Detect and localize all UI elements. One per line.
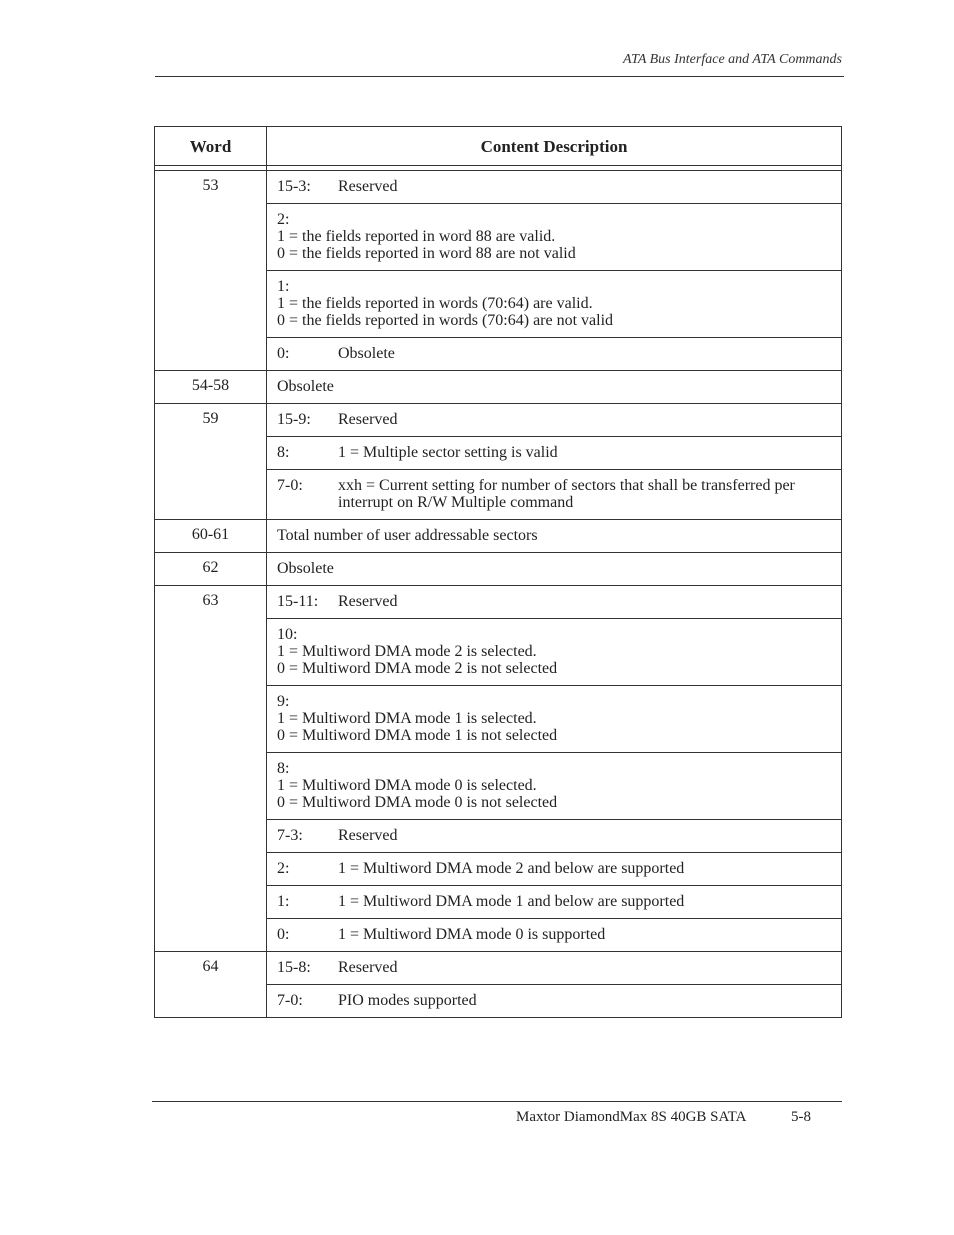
bit-description: 1 = Multiple sector setting is valid	[338, 444, 558, 461]
description-line: 1 = Multiword DMA mode 1 is selected.	[277, 710, 537, 727]
bit-field	[277, 345, 831, 362]
bit-description: Reserved	[338, 411, 398, 428]
bit-field	[277, 827, 831, 844]
word-cell: 63	[155, 586, 267, 952]
bit-range: 0:	[277, 345, 290, 362]
bit-description: 1 = Multiword DMA mode 0 is supported	[338, 926, 606, 943]
bit-range: 15-8:	[277, 959, 311, 976]
bit-description: Reserved	[338, 827, 398, 844]
word-cell: 53	[155, 171, 267, 371]
description-line: 0 = Multiword DMA mode 1 is not selected	[277, 727, 558, 744]
column-header-word: Word	[155, 127, 267, 166]
bit-range: 8:	[277, 444, 290, 461]
bit-field	[277, 959, 831, 976]
bit-field	[277, 411, 831, 428]
page-number: 5-8	[791, 1109, 811, 1125]
description-line: 1 = the fields reported in words (70:64) are valid.	[277, 295, 593, 312]
column-header-description: Content Description	[267, 127, 842, 166]
description-cell	[267, 404, 842, 437]
description-cell	[267, 753, 842, 820]
word-cell: 62	[155, 553, 267, 586]
description-line: Obsolete	[277, 560, 334, 577]
bit-field	[277, 477, 831, 511]
description-cell	[267, 437, 842, 470]
bit-field	[277, 926, 831, 943]
bit-field	[277, 992, 831, 1009]
description-line: 0 = Multiword DMA mode 0 is not selected	[277, 794, 558, 811]
bit-field	[277, 593, 831, 610]
description-cell	[267, 919, 842, 952]
description-cell	[267, 338, 842, 371]
description-line: 1 = the fields reported in word 88 are valid.	[277, 228, 556, 245]
description-line: 1 = Multiword DMA mode 2 is selected.	[277, 643, 537, 660]
description-line: 0 = Multiword DMA mode 2 is not selected	[277, 660, 558, 677]
table-row	[155, 171, 842, 204]
description-cell	[267, 985, 842, 1018]
description-cell	[267, 619, 842, 686]
bit-description: PIO modes supported	[338, 992, 477, 1009]
description-cell	[267, 371, 842, 404]
description-line: 2:	[277, 211, 290, 228]
bit-range: 15-3:	[277, 178, 311, 195]
description-line: 0 = the fields reported in words (70:64) are not valid	[277, 312, 614, 329]
word-cell: 54-58	[155, 371, 267, 404]
table-row	[155, 553, 842, 586]
description-line: 9:	[277, 693, 290, 710]
description-line: Obsolete	[277, 378, 334, 395]
running-header: ATA Bus Interface and ATA Commands	[623, 52, 842, 67]
bit-range: 7-0:	[277, 992, 303, 1009]
bit-field	[277, 444, 831, 461]
bit-description: Reserved	[338, 593, 398, 610]
bit-description: Reserved	[338, 959, 398, 976]
description-line: Total number of user addressable sectors	[277, 527, 538, 544]
table-header-row	[155, 127, 842, 166]
word-cell: 60-61	[155, 520, 267, 553]
bit-description: 1 = Multiword DMA mode 1 and below are supported	[338, 893, 685, 910]
description-line: 10:	[277, 626, 298, 643]
bit-range: 2:	[277, 860, 290, 877]
bit-description: 1 = Multiword DMA mode 2 and below are supported	[338, 860, 685, 877]
footer-product: Maxtor DiamondMax 8S 40GB SATA	[516, 1109, 747, 1125]
description-cell	[267, 520, 842, 553]
bit-range: 15-11:	[277, 593, 319, 610]
description-line: 1:	[277, 278, 290, 295]
description-line: 0 = the fields reported in word 88 are not valid	[277, 245, 576, 262]
header-rule	[155, 76, 844, 77]
bit-description: Obsolete	[338, 345, 395, 362]
word-cell: 59	[155, 404, 267, 520]
bit-range: 1:	[277, 893, 290, 910]
description-cell	[267, 553, 842, 586]
bit-range: 15-9:	[277, 411, 311, 428]
table-body	[155, 171, 842, 1018]
description-cell	[267, 886, 842, 919]
description-cell	[267, 853, 842, 886]
bit-range: 7-0:	[277, 477, 303, 494]
table-row	[155, 520, 842, 553]
bit-field	[277, 860, 831, 877]
description-cell	[267, 952, 842, 985]
description-cell	[267, 271, 842, 338]
description-cell	[267, 204, 842, 271]
description-cell	[267, 171, 842, 204]
description-line: 1 = Multiword DMA mode 0 is selected.	[277, 777, 537, 794]
word-cell: 64	[155, 952, 267, 1018]
bit-range: 0:	[277, 926, 290, 943]
bit-field	[277, 178, 831, 195]
table-row	[155, 586, 842, 619]
identify-device-table	[154, 126, 842, 1018]
table-row	[155, 952, 842, 985]
bit-range: 7-3:	[277, 827, 303, 844]
footer-rule	[152, 1101, 842, 1102]
table-row	[155, 404, 842, 437]
table-row	[155, 371, 842, 404]
description-line: 8:	[277, 760, 290, 777]
description-cell	[267, 686, 842, 753]
description-cell	[267, 586, 842, 619]
bit-field	[277, 893, 831, 910]
bit-description: xxh = Current setting for number of sectors that shall be transferred per interrupt on R/W Multiple command	[338, 477, 795, 511]
bit-description: Reserved	[338, 178, 398, 195]
description-cell	[267, 820, 842, 853]
description-cell	[267, 470, 842, 520]
